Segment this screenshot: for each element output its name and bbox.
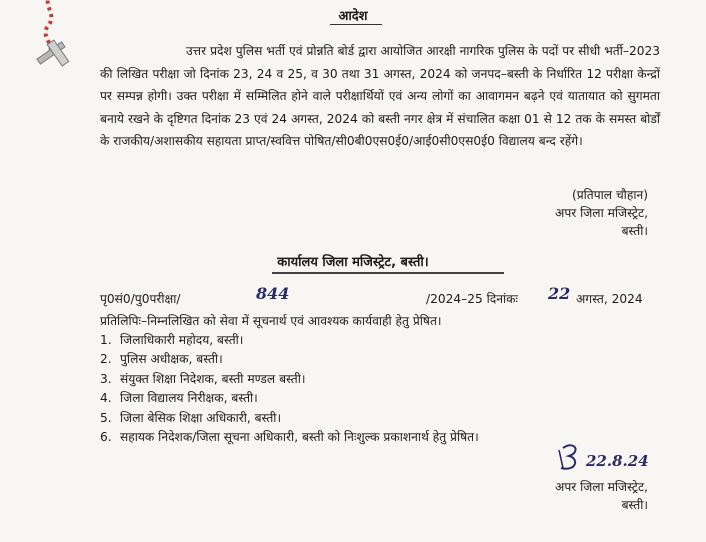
order-title: आदेश <box>338 9 368 24</box>
recipient-text: संयुक्त शिक्षा निदेशक, बस्ती मण्डल बस्ती। <box>120 371 306 386</box>
first-signatory-block <box>448 186 648 240</box>
office-heading: कार्यालय जिला मजिस्ट्रेट, बस्ती। <box>277 255 429 270</box>
reference-prefix: पृ0सं0/पु0परीक्षा/ <box>100 292 181 306</box>
signature-date-handwritten: 22.8.24 <box>586 452 649 470</box>
second-signatory-place: बस्ती। <box>621 498 648 512</box>
first-signatory-name: (प्रतिपाल चौहान) <box>571 188 648 202</box>
recipient-item <box>100 370 479 389</box>
reference-day-handwritten: 22 <box>548 284 571 303</box>
recipient-item <box>100 331 479 350</box>
recipient-text: पुलिस अधीक्षक, बस्ती। <box>120 352 223 367</box>
recipient-text: जिला बेसिक शिक्षा अधिकारी, बस्ती। <box>120 410 282 425</box>
reference-number-handwritten: 844 <box>256 284 290 303</box>
recipient-item <box>100 389 479 408</box>
recipient-item <box>100 428 479 447</box>
recipient-number: 5. <box>100 410 112 425</box>
recipient-number: 6. <box>100 430 112 445</box>
recipient-text: जिलाधिकारी महोदय, बस्ती। <box>120 333 244 347</box>
recipient-item <box>100 409 479 428</box>
second-signatory-designation: अपर जिला मजिस्ट्रेट, <box>555 480 648 494</box>
second-signatory-block <box>448 478 648 514</box>
recipient-number: 1. <box>100 333 112 347</box>
recipient-item <box>100 350 479 369</box>
recipient-number: 3. <box>100 371 112 386</box>
office-underline <box>272 272 504 274</box>
recipient-number: 4. <box>100 391 112 406</box>
reference-month-year: अगस्त, 2024 <box>576 292 643 306</box>
copy-to-line: प्रतिलिपिः–निम्नलिखित को सेवा में सूचनार्थ एवं आवश्यक कार्यवाही हेतु प्रेषित। <box>100 314 442 328</box>
recipient-text: जिला विद्यालय निरीक्षक, बस्ती। <box>120 391 258 406</box>
recipient-list <box>100 331 479 447</box>
reference-line <box>100 284 660 309</box>
reference-year: /2024–25 दिनांकः <box>426 292 518 306</box>
first-signatory-place: बस्ती। <box>621 224 648 238</box>
order-paragraph: उत्तर प्रदेश पुलिस भर्ती एवं प्रोन्नति बोर्ड द्वारा आयोजित आरक्षी नागरिक पुलिस के पदों पर सीधी भर्ती–2023 की लिखित परीक्षा जो दिनांक 23, 24 व 25, व 30 तथा 31 अगस्त, 2024 को जनपद–बस्ती के निर्धारित 12 परीक्षा केन्द्रों पर सम्पन्न होगी। उक्त परीक्षा में सम्मिलित होने वाले परीक्षार्थियों एवं अन्य लोगों का आवागमन बढ़ने एवं यातायात को सुगमता बनाये रखने के दृष्टिगत दिनांक 23 एवं 24 अगस्त, 2024 को बस्ती नगर क्षेत्र में संचालित कक्षा 01 से 12 तक के समस्त बोर्डों के राजकीय/अशासकीय सहायता प्राप्त/स्ववित्त पोषित/सी0बी0एस0ई0/आई0सी0एस0ई0 विद्यालय बन्द रहेंगे। <box>100 44 660 149</box>
title-underline <box>330 24 382 25</box>
recipient-text: सहायक निदेशक/जिला सूचना अधिकारी, बस्ती को निःशुल्क प्रकाशनार्थ हेतु प्रेषित। <box>120 430 479 445</box>
first-signatory-designation: अपर जिला मजिस्ट्रेट, <box>555 206 648 220</box>
recipient-number: 2. <box>100 352 112 367</box>
